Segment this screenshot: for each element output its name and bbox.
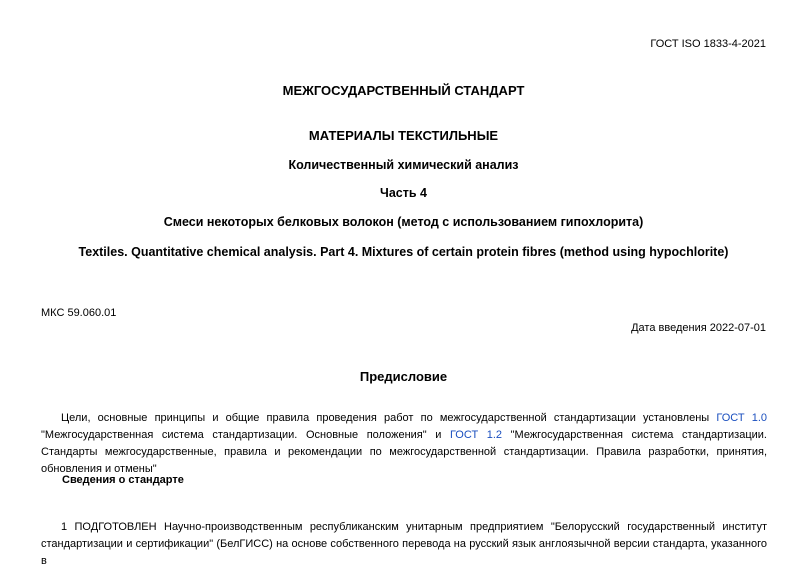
p1-text-b: "Межгосударственная система стандартизации. Основные положения" и: [41, 429, 450, 441]
title-ru: Смеси некоторых белковых волокон (метод с использованием гипохлорита): [163, 215, 644, 229]
title-sub: Количественный химический анализ: [288, 158, 519, 172]
preface-paragraph-1: [41, 410, 767, 478]
p1-text-a: Цели, основные принципы и общие правила проведения работ по межгосударственной стандартизации установлены: [61, 412, 717, 424]
p2-text: 1 ПОДГОТОВЛЕН Научно-производственным республиканским унитарным предприятием "Белорусский государственный институт стандартизации и сертификации" (БелГИСС) на основе собственного перевода на русский язык англоязычной версии стандарта, указанного в: [41, 521, 767, 567]
preface-heading: Предисловие: [359, 369, 448, 384]
document-code: ГОСТ ISO 1833-4-2021: [650, 38, 766, 50]
title-main: МАТЕРИАЛЫ ТЕКСТИЛЬНЫЕ: [308, 128, 499, 143]
preface-paragraph-2: [41, 519, 767, 570]
mks-code: МКС 59.060.01: [41, 307, 117, 319]
standard-type-heading: МЕЖГОСУДАРСТВЕННЫЙ СТАНДАРТ: [282, 83, 525, 98]
gost-1-2-link[interactable]: ГОСТ 1.2: [449, 429, 503, 441]
part-number: Часть 4: [380, 186, 427, 200]
introduction-date: Дата введения 2022-07-01: [631, 322, 766, 334]
gost-1-0-link[interactable]: ГОСТ 1.0: [716, 412, 767, 424]
standard-info-heading: Сведения о стандарте: [62, 474, 184, 486]
title-en: Textiles. Quantitative chemical analysis. Part 4. Mixtures of certain protein fibres (method using hypochlorite): [78, 245, 729, 259]
p1-text-c: "Межгосударственная система стандартизации. Стандарты межгосударственные, правила и рекомендации по межгосударственной стандартизации. Правила разработки, принятия, обновления и отмены": [41, 429, 767, 475]
